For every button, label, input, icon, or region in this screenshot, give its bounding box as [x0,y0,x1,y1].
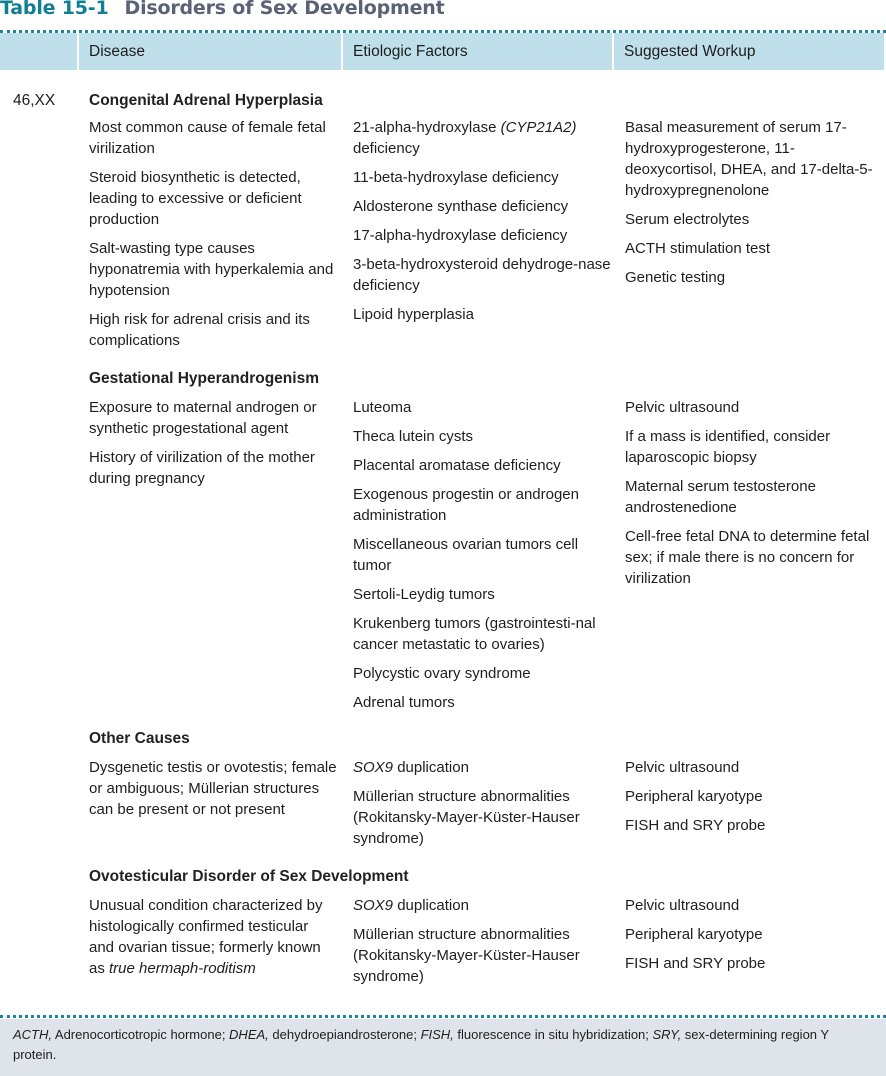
etiology-item: Miscellaneous ovarian tumors cell tumor [353,536,579,574]
etiology-column-cah [353,117,611,333]
etiology-item: Theca lutein cysts [353,428,474,445]
workup-column-other [625,757,883,844]
abbreviation-definition: sex-determining region Y protein. [13,1027,829,1062]
header-cell-etiologic-factors: Etiologic Factors [343,33,612,70]
etiology-column-other [353,757,611,857]
gene-name: SOX9 [353,897,394,914]
disease-item [89,895,337,979]
etiology-item: 3-beta-hydroxysteroid dehydroge-nase deficiency [353,256,611,294]
disease-column-cah [89,117,337,359]
abbreviation: FISH, [420,1027,454,1042]
etiology-text: duplication [393,759,469,776]
gene-name: (CYP21A2) [500,119,577,136]
disease-item: Salt-wasting type causes hyponatremia with hyperkalemia and hypotension [89,240,334,299]
workup-column-gestational [625,397,883,597]
abbreviation-definition: fluorescence in situ hybridization; [453,1027,653,1042]
etiology-item: Müllerian structure abnormalities (Rokitansky-Mayer-Küster-Hauser syndrome) [353,788,580,847]
header-cell-disease: Disease [79,33,341,70]
etiology-item: Polycystic ovary syndrome [353,665,531,682]
etiology-column-gestational [353,397,611,721]
disease-item: High risk for adrenal crisis and its complications [89,311,310,349]
section-title-ovotesticular-dsd: Ovotesticular Disorder of Sex Development [89,868,409,885]
gene-name: SOX9 [353,759,394,776]
etiology-item: Krukenberg tumors (gastrointesti-nal cancer metastatic to ovaries) [353,615,596,653]
workup-item: FISH and SRY probe [625,817,766,834]
workup-item: FISH and SRY probe [625,955,766,972]
former-term: true hermaph-roditism [109,960,256,977]
section-title-cah: Congenital Adrenal Hyperplasia [89,92,323,109]
workup-item: Pelvic ultrasound [625,759,740,776]
disease-text: Unusual condition characterized by histologically confirmed testicular and ovarian tissue; formerly known as [89,897,323,977]
disease-item: History of virilization of the mother during pregnancy [89,449,315,487]
abbreviation-definition: Adrenocorticotropic hormone; [52,1027,230,1042]
disease-column-gestational [89,397,337,497]
etiology-item [353,895,611,916]
table-number: Table 15-1 [0,0,109,19]
workup-item: Pelvic ultrasound [625,897,740,914]
workup-item: Serum electrolytes [625,211,750,228]
etiology-item: Lipoid hyperplasia [353,306,474,323]
disease-item: Dysgenetic testis or ovotestis; female or ambiguous; Müllerian structures can be present or not present [89,759,337,818]
abbreviation: SRY, [652,1027,682,1042]
etiology-item [353,757,611,778]
abbreviation-definition: dehydroepiandrosterone; [268,1027,421,1042]
workup-item: Peripheral karyotype [625,926,763,943]
etiology-item: Müllerian structure abnormalities (Rokitansky-Mayer-Küster-Hauser syndrome) [353,926,580,985]
table-name: Disorders of Sex Development [124,0,445,19]
etiology-item [353,117,611,159]
etiology-item: 17-alpha-hydroxylase deficiency [353,227,568,244]
etiology-item: Placental aromatase deficiency [353,457,561,474]
abbreviation: ACTH, [13,1027,52,1042]
workup-item: Genetic testing [625,269,726,286]
etiology-text: deficiency [353,140,420,157]
etiology-text: duplication [393,897,469,914]
table-footnote [0,1019,886,1076]
workup-column-ovotesticular [625,895,883,982]
workup-item: Pelvic ultrasound [625,399,740,416]
karyotype-group-label: 46,XX [13,92,56,109]
workup-item: ACTH stimulation test [625,240,771,257]
bottom-dotted-divider [0,1015,886,1018]
etiology-text: 21-alpha-hydroxylase [353,119,501,136]
etiology-item: Adrenal tumors [353,694,455,711]
etiology-item: Aldosterone synthase deficiency [353,198,569,215]
table-title [0,0,444,23]
etiology-item: 11-beta-hydroxylase deficiency [353,169,559,186]
disease-column-other [89,757,337,828]
workup-item: Basal measurement of serum 17-hydroxyprogesterone, 11-deoxycortisol, DHEA, and 17-delta-5-hydroxypregnenolone [625,119,873,199]
disease-column-ovotesticular [89,895,337,987]
workup-item: Cell-free fetal DNA to determine fetal sex; if male there is no concern for virilization [625,528,870,587]
section-title-other-causes: Other Causes [89,730,190,747]
table-header-row [0,33,886,70]
etiology-item: Exogenous progestin or androgen administration [353,486,579,524]
workup-item: If a mass is identified, consider laparoscopic biopsy [625,428,831,466]
etiology-column-ovotesticular [353,895,611,995]
header-cell-group [0,33,77,70]
disease-item: Most common cause of female fetal virilization [89,119,326,157]
abbreviation: DHEA, [229,1027,269,1042]
workup-item: Maternal serum testosterone androstenedione [625,478,816,516]
header-cell-suggested-workup: Suggested Workup [614,33,884,70]
workup-column-cah [625,117,883,296]
disease-item: Steroid biosynthetic is detected, leading to excessive or deficient production [89,169,302,228]
workup-item: Peripheral karyotype [625,788,763,805]
etiology-item: Sertoli-Leydig tumors [353,586,495,603]
disease-item: Exposure to maternal androgen or synthetic progestational agent [89,399,317,437]
etiology-item: Luteoma [353,399,412,416]
section-title-gestational-hyperandrogenism: Gestational Hyperandrogenism [89,370,319,387]
